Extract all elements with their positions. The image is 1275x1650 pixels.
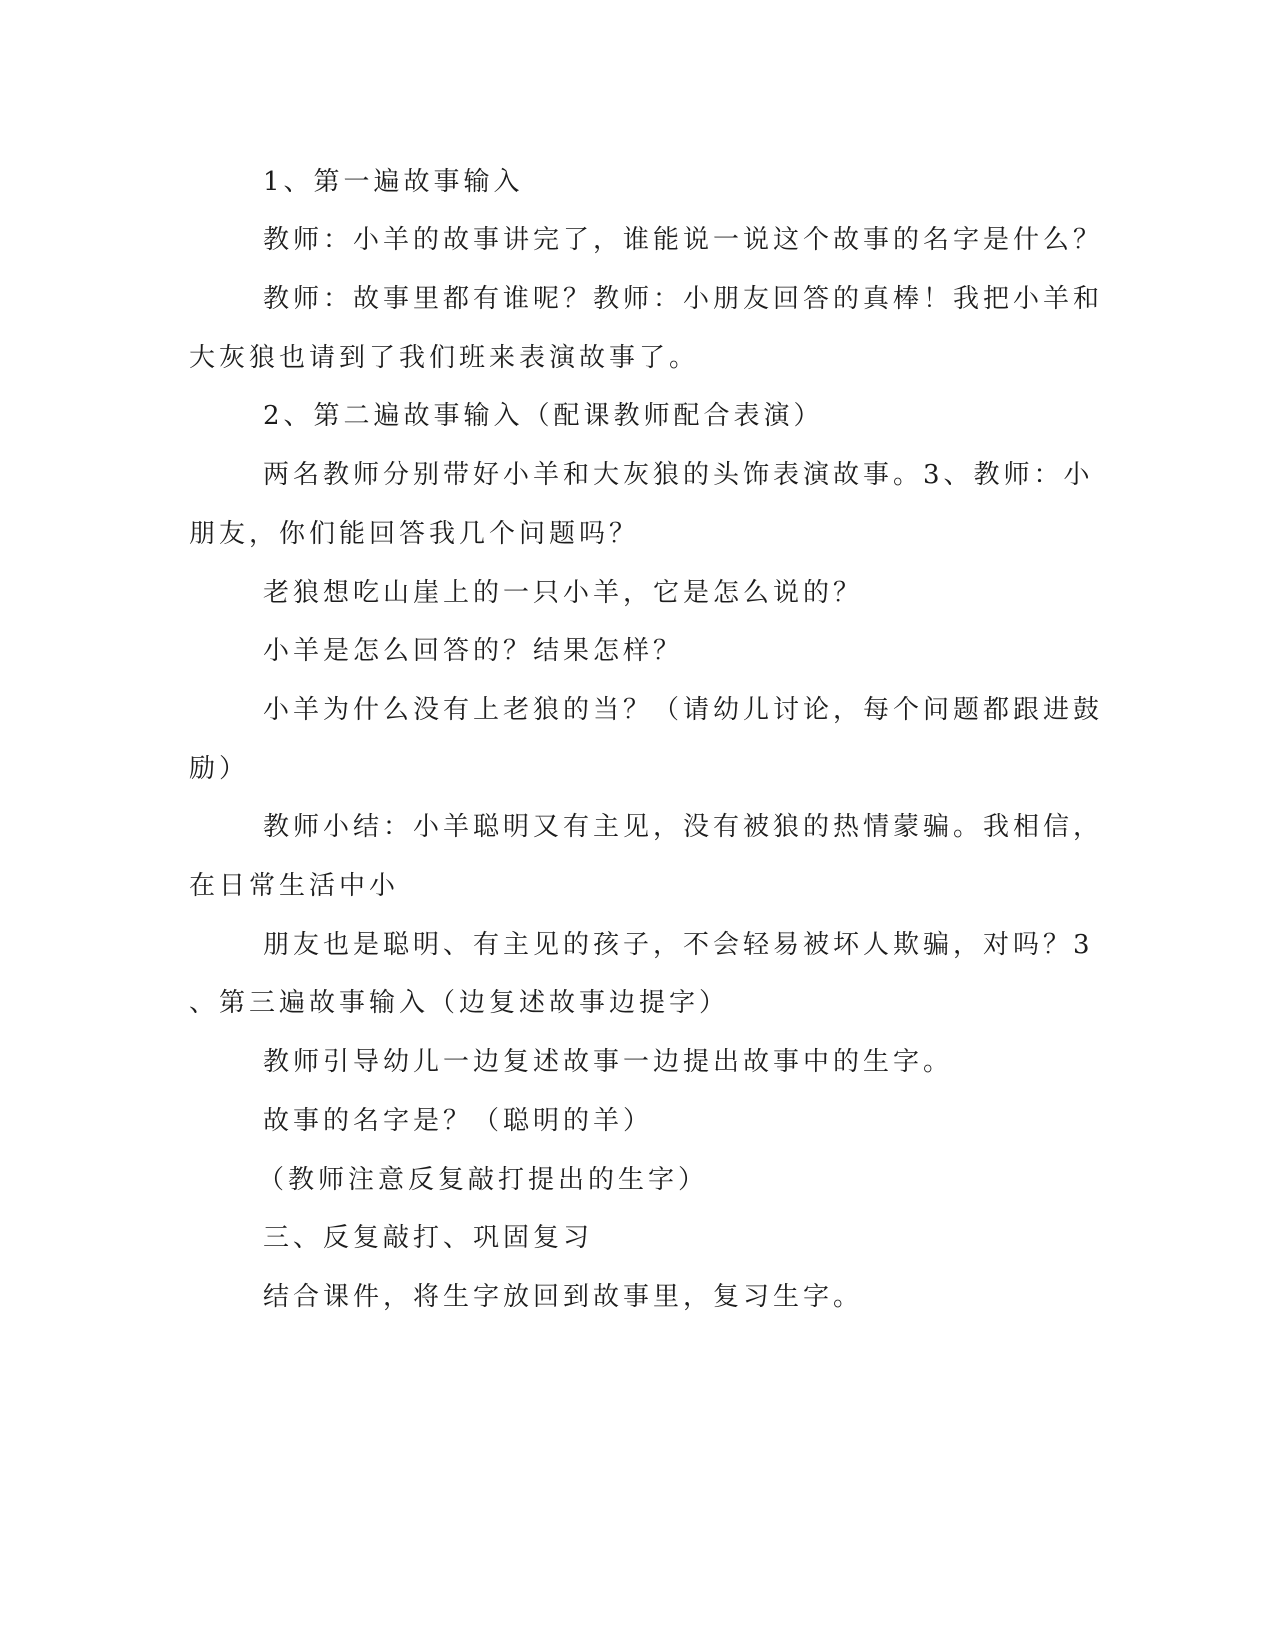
paragraph-line: 朋友也是聪明、有主见的孩子，不会轻易被坏人欺骗，对吗？3	[263, 930, 1094, 960]
paragraph-line: 结合课件，将生字放回到故事里，复习生字。	[263, 1282, 864, 1312]
paragraph-line: 故事的名字是？（聪明的羊）	[263, 1106, 654, 1136]
paragraph-line: 教师引导幼儿一边复述故事一边提出故事中的生字。	[263, 1047, 954, 1077]
paragraph-line: 大灰狼也请到了我们班来表演故事了。	[189, 343, 700, 373]
heading-second-telling: 2、第二遍故事输入（配课教师配合表演）	[263, 401, 824, 431]
heading-first-telling: 1、第一遍故事输入	[263, 167, 524, 197]
question-line: 老狼想吃山崖上的一只小羊，它是怎么说的？	[263, 578, 864, 608]
heading-third-telling: 、第三遍故事输入（边复述故事边提字）	[189, 988, 730, 1018]
paragraph-line: 在日常生活中小	[189, 871, 400, 901]
paragraph-line: 教师：故事里都有谁呢？教师：小朋友回答的真棒！我把小羊和	[263, 284, 1104, 314]
paragraph-line: 教师：小羊的故事讲完了，谁能说一说这个故事的名字是什么？	[263, 225, 1104, 255]
paragraph-line: （教师注意反复敲打提出的生字）	[258, 1165, 709, 1195]
paragraph-line: 两名教师分别带好小羊和大灰狼的头饰表演故事。3、教师：小	[263, 460, 1094, 490]
paragraph-line: 朋友，你们能回答我几个问题吗？	[189, 519, 640, 549]
summary-line: 教师小结：小羊聪明又有主见，没有被狼的热情蒙骗。我相信，	[263, 812, 1104, 842]
paragraph-line: 励）	[189, 754, 250, 784]
heading-review: 三、反复敲打、巩固复习	[263, 1223, 594, 1253]
question-line: 小羊为什么没有上老狼的当？（请幼儿讨论，每个问题都跟进鼓	[263, 695, 1104, 725]
question-line: 小羊是怎么回答的？结果怎样？	[263, 636, 684, 666]
